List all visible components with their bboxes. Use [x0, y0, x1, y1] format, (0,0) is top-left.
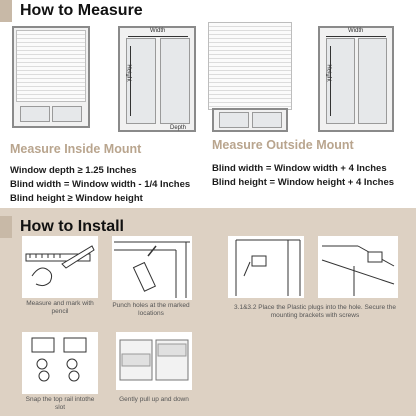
inside-spec-line: Window depth ≥ 1.25 Inches	[10, 165, 137, 176]
window-outside-blind-down	[212, 108, 288, 132]
inside-spec-list	[10, 164, 190, 206]
step-caption: Snap the top rail intothe slot	[25, 396, 95, 411]
header-accent-tab	[0, 0, 12, 22]
window-pane	[160, 38, 190, 124]
measure-title: How to Measure	[20, 2, 143, 19]
step-caption: Gently pull up and down	[119, 396, 189, 403]
window-pane	[219, 112, 249, 128]
window-pane	[20, 106, 50, 122]
measure-header	[0, 0, 150, 22]
step-drill-illustration	[112, 236, 192, 300]
inside-mount-title: Measure Inside Mount	[10, 142, 142, 156]
step-snap-rail-illustration	[22, 332, 98, 394]
step-measure-illustration	[22, 236, 98, 298]
width-dimension-line	[326, 36, 386, 37]
height-label: Height	[325, 64, 332, 82]
outside-spec-list	[212, 162, 394, 190]
inside-spec-line: Blind height ≥ Window height	[10, 193, 143, 204]
step-pull-illustration	[116, 332, 192, 390]
window-pane	[358, 38, 387, 124]
depth-label: Depth	[170, 125, 187, 131]
outside-spec-line: Blind width = Window width + 4 Inches	[212, 163, 387, 174]
step-caption: Measure and mark with pencil	[26, 300, 94, 315]
width-label: Width	[348, 28, 364, 34]
outside-mount-title: Measure Outside Mount	[212, 138, 354, 152]
width-label: Width	[150, 28, 166, 34]
inside-spec-line: Blind width = Window width - 1/4 Inches	[10, 179, 191, 190]
step-bracket-illustration-left	[228, 236, 304, 298]
step-bracket-illustration-right	[318, 236, 398, 298]
window-pane	[52, 106, 82, 122]
install-header	[0, 216, 150, 238]
window-pane	[252, 112, 282, 128]
header-accent-tab	[0, 216, 12, 238]
outside-spec-line: Blind height = Window height + 4 Inches	[212, 177, 395, 188]
step-caption: 3.1&3.2 Place the Plastic plugs into the hole. Secure the mounting brackets with screws	[234, 304, 396, 319]
step-caption: Punch holes at the marked locations	[112, 302, 190, 317]
install-title: How to Install	[20, 218, 124, 235]
width-dimension-line	[128, 36, 188, 37]
window-inside-blind-down	[12, 26, 90, 128]
blind-shade	[16, 30, 86, 102]
height-label: Height	[125, 64, 132, 82]
blind-shade-outside	[208, 22, 292, 110]
